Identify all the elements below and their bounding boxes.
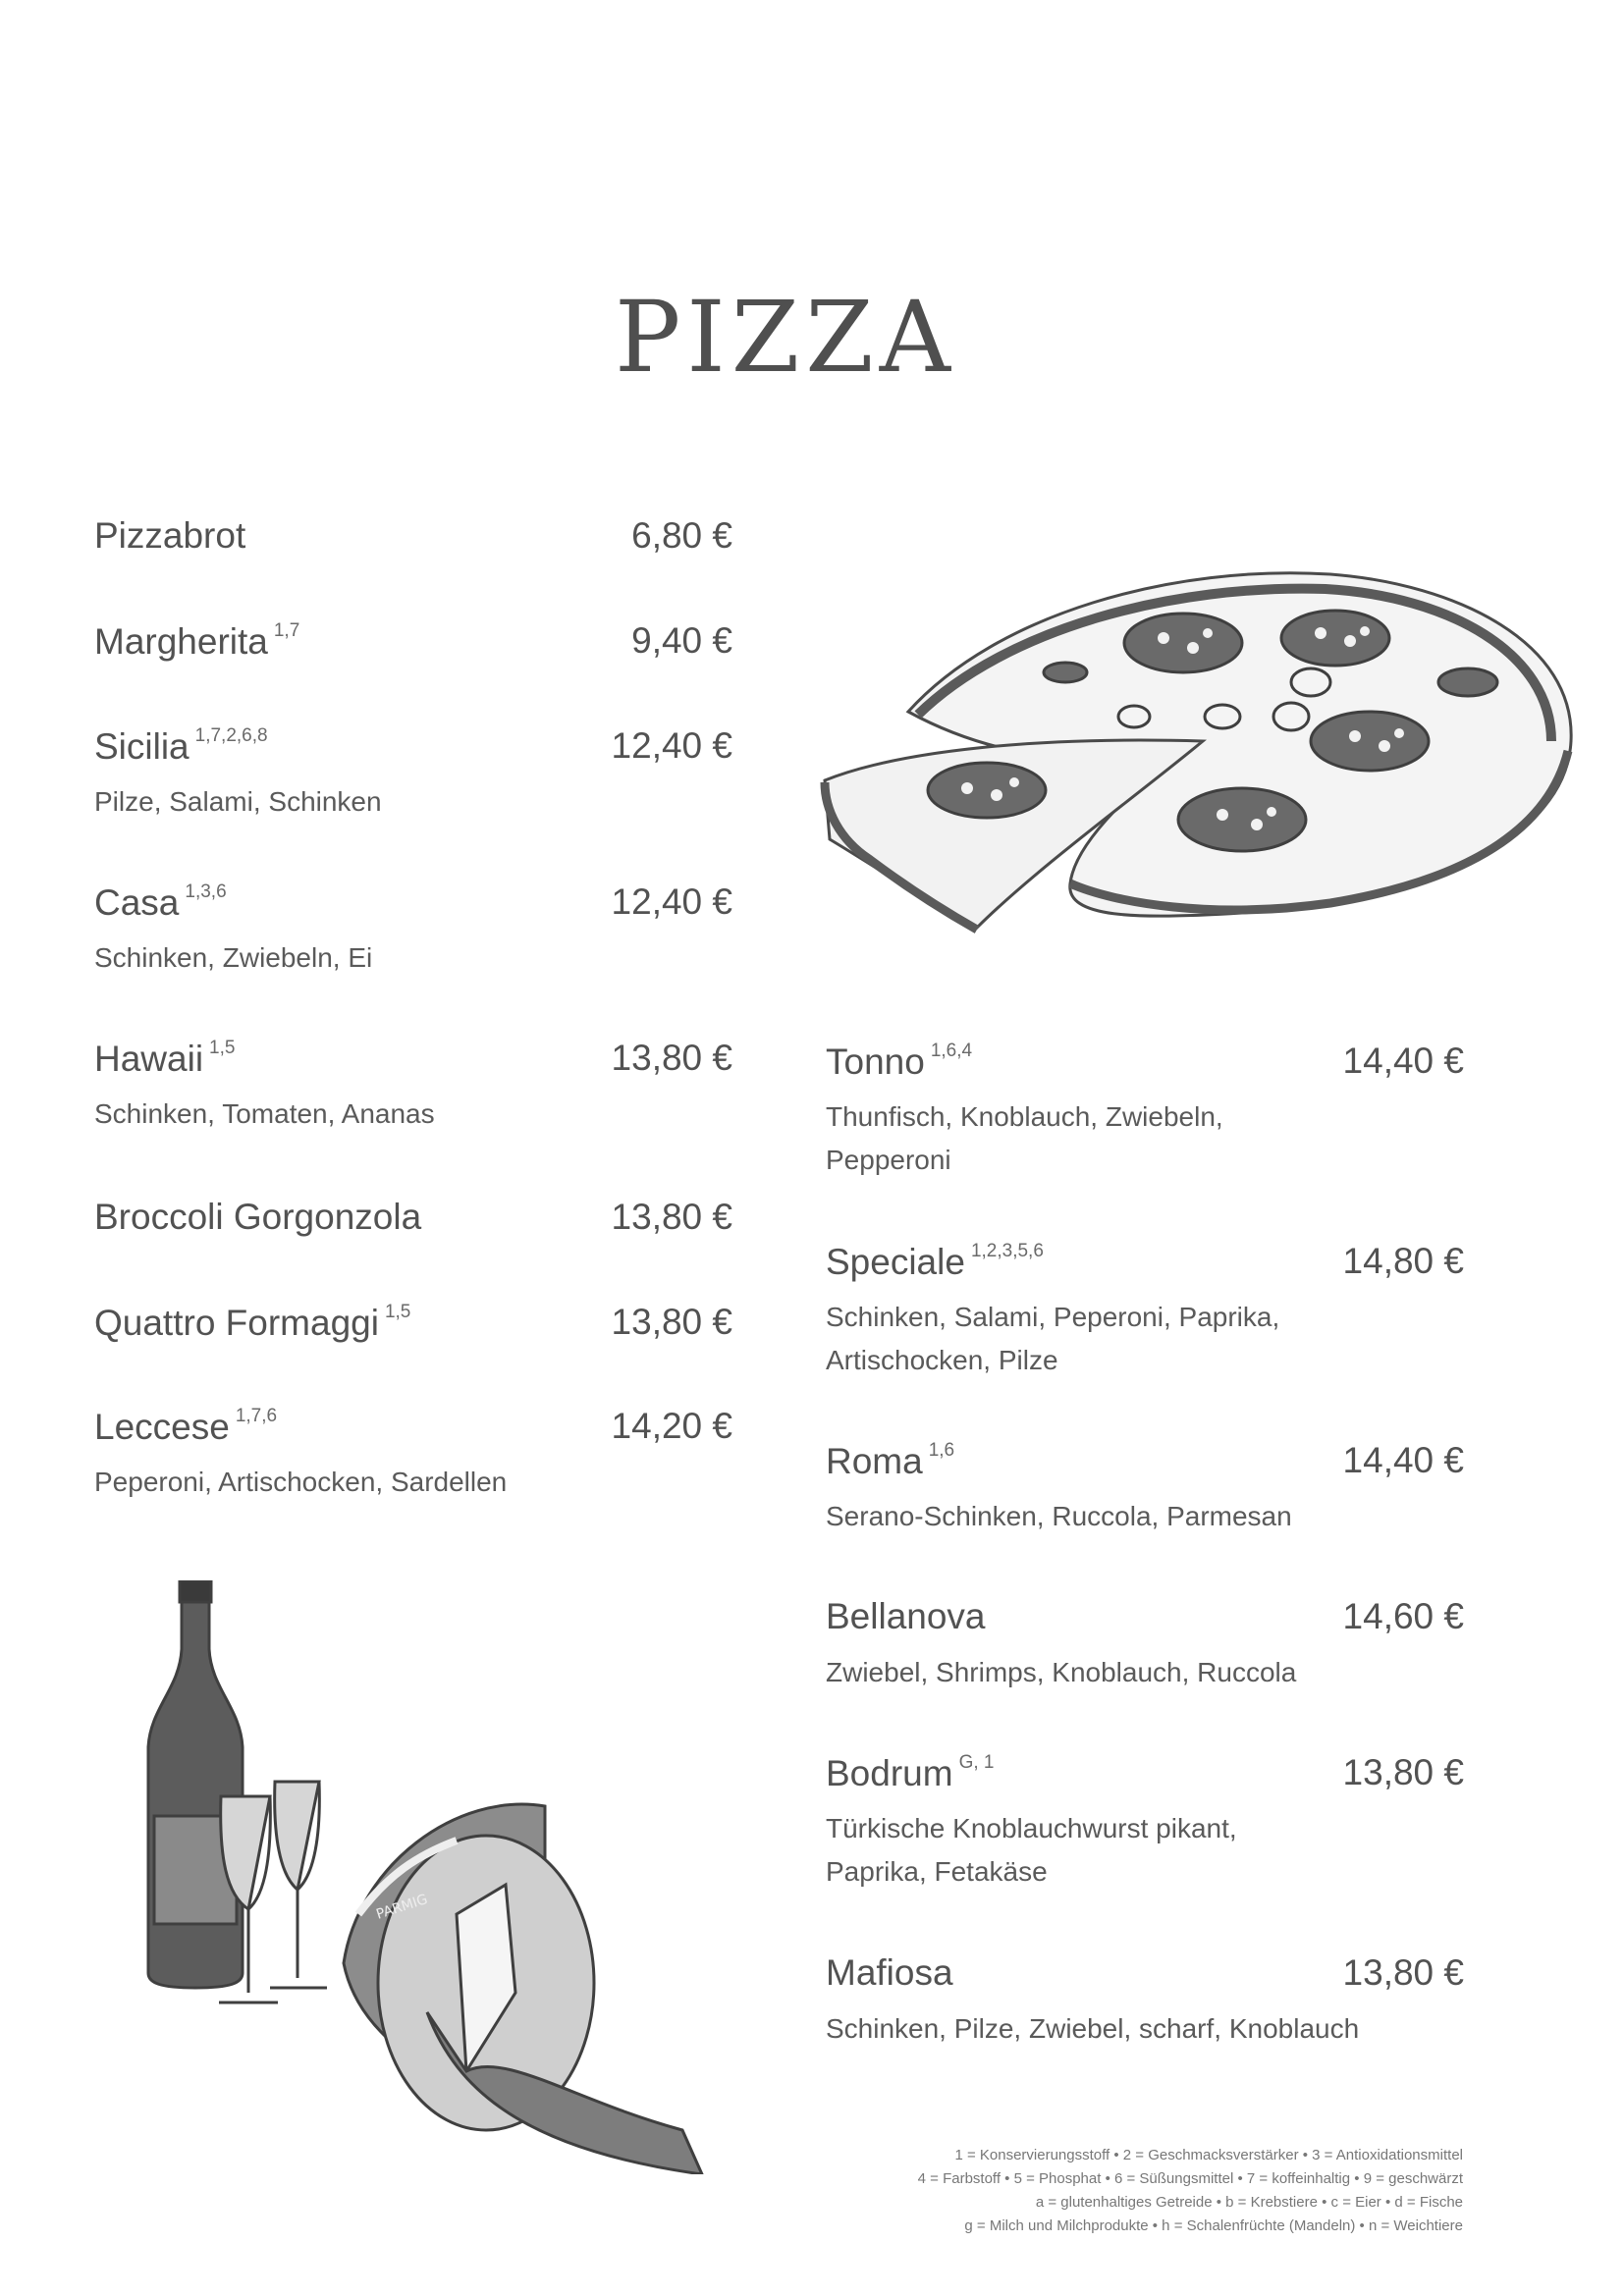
- item-price: 14,60 €: [1342, 1596, 1464, 1636]
- menu-item: [94, 725, 732, 881]
- item-name: Pizzabrot: [94, 515, 246, 556]
- menu-item: [826, 1596, 1464, 1752]
- cheese-label: PARMIG: [374, 1891, 430, 1923]
- menu-item: [94, 620, 732, 725]
- item-price: 13,80 €: [611, 1302, 732, 1342]
- item-price: 9,40 €: [631, 620, 732, 661]
- item-description: Türkische Knoblauchwurst pikant, Paprika, Fetakäse: [826, 1813, 1237, 1887]
- menu-column-right: [826, 1041, 1464, 2060]
- item-name: Speciale $^{1,2,3,5,6}$: [826, 1241, 1044, 1282]
- menu-item: [94, 881, 732, 1038]
- item-name: Bellanova: [826, 1596, 986, 1636]
- pizza-illustration: [820, 555, 1586, 947]
- footnote-line: g = Milch und Milchprodukte • h = Schalenfrüchte (Mandeln) • n = Weichtiere: [964, 2217, 1463, 2234]
- item-price: 14,80 €: [1342, 1241, 1464, 1281]
- item-name: Margherita $^{1,7}$: [94, 620, 300, 662]
- item-description: Thunfisch, Knoblauch, Zwiebeln, Pepperoni: [826, 1101, 1223, 1175]
- allergen-footnotes: [776, 2144, 1463, 2238]
- item-price: 13,80 €: [1342, 1752, 1464, 1792]
- menu-column-left: [94, 515, 732, 1514]
- item-price: 14,40 €: [1342, 1440, 1464, 1480]
- item-price: 12,40 €: [611, 881, 732, 922]
- item-price: 14,20 €: [611, 1406, 732, 1446]
- item-name: Mafiosa: [826, 1952, 953, 1993]
- menu-item: [94, 1406, 732, 1514]
- item-description: Schinken, Pilze, Zwiebel, scharf, Knoblauch: [826, 2013, 1360, 2044]
- item-name: Quattro Formaggi $^{1,5}$: [94, 1302, 411, 1343]
- page-title: PIZZA: [615, 280, 956, 395]
- menu-item: [826, 1752, 1464, 1952]
- footnote-line: a = glutenhaltiges Getreide • b = Krebstiere • c = Eier • d = Fische: [1035, 2194, 1463, 2211]
- item-name: Casa $^{1,3,6}$: [94, 881, 227, 923]
- item-name: Broccoli Gorgonzola: [94, 1197, 422, 1237]
- menu-item: [826, 1041, 1464, 1241]
- menu-item: [826, 1952, 1464, 2060]
- menu-item: [94, 515, 732, 620]
- item-name: Bodrum $^{G, 1}$: [826, 1752, 995, 1793]
- footnote-line: 1 = Konservierungsstoff • 2 = Geschmacksverstärker • 3 = Antioxidationsmittel: [954, 2147, 1463, 2163]
- item-description: Pilze, Salami, Schinken: [94, 786, 382, 817]
- item-description: Schinken, Tomaten, Ananas: [94, 1098, 435, 1129]
- item-description: Schinken, Zwiebeln, Ei: [94, 942, 373, 973]
- footnote-line: 4 = Farbstoff • 5 = Phosphat • 6 = Süßungsmittel • 7 = koffeinhaltig • 9 = geschwärzt: [917, 2170, 1463, 2187]
- menu-item: [94, 1038, 732, 1197]
- wine-and-cheese-illustration: [133, 1580, 722, 2174]
- item-price: 13,80 €: [611, 1038, 732, 1078]
- item-name: Tonno $^{1,6,4}$: [826, 1041, 973, 1082]
- menu-item: [826, 1440, 1464, 1596]
- menu-item: [94, 1302, 732, 1406]
- item-name: Roma $^{1,6}$: [826, 1440, 955, 1481]
- menu-item: [826, 1241, 1464, 1440]
- menu-item: [94, 1197, 732, 1302]
- item-price: 6,80 €: [631, 515, 732, 556]
- item-description: Zwiebel, Shrimps, Knoblauch, Ruccola: [826, 1657, 1297, 1687]
- item-price: 13,80 €: [611, 1197, 732, 1237]
- item-description: Schinken, Salami, Peperoni, Paprika, Artischocken, Pilze: [826, 1302, 1280, 1375]
- item-description: Serano-Schinken, Ruccola, Parmesan: [826, 1501, 1292, 1531]
- item-description: Peperoni, Artischocken, Sardellen: [94, 1467, 508, 1497]
- item-name: Sicilia $^{1,7,2,6,8}$: [94, 725, 268, 767]
- item-name: Hawaii $^{1,5}$: [94, 1038, 236, 1079]
- item-price: 12,40 €: [611, 725, 732, 766]
- item-name: Leccese $^{1,7,6}$: [94, 1406, 278, 1447]
- item-price: 14,40 €: [1342, 1041, 1464, 1081]
- item-price: 13,80 €: [1342, 1952, 1464, 1993]
